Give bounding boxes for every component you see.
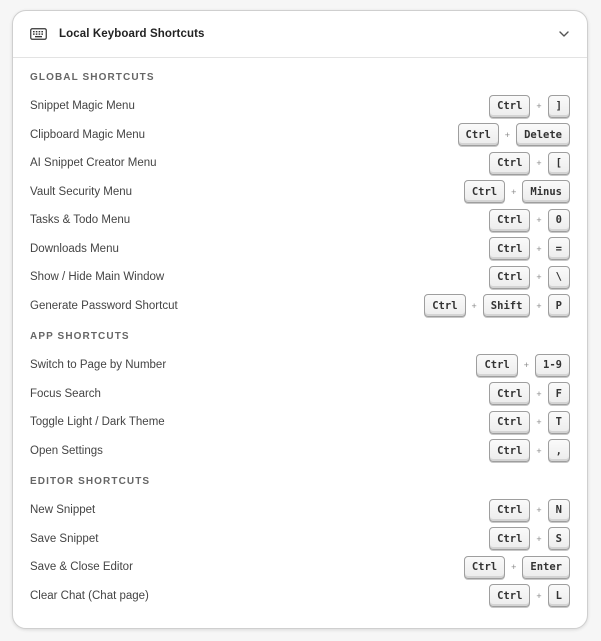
shortcut-label: Clipboard Magic Menu [30, 128, 146, 141]
plus-separator: + [536, 417, 542, 428]
key-cap: Ctrl [476, 354, 517, 377]
key-cap: Ctrl [458, 123, 499, 146]
shortcuts-panel [12, 10, 588, 629]
key-cap: Ctrl [489, 266, 530, 289]
key-combo [489, 152, 570, 175]
plus-separator: + [536, 300, 542, 311]
key-cap: Ctrl [489, 499, 530, 522]
key-cap: Ctrl [489, 527, 530, 550]
shortcut-row [30, 408, 570, 437]
key-combo [489, 439, 570, 462]
shortcut-row [30, 149, 570, 178]
section-title: EDITOR SHORTCUTS [30, 476, 151, 487]
shortcut-row [30, 178, 570, 207]
key-cap: P [548, 294, 570, 317]
key-combo [458, 123, 571, 146]
key-combo [489, 266, 570, 289]
section-title: APP SHORTCUTS [30, 331, 130, 342]
key-combo [489, 411, 570, 434]
plus-separator: + [536, 272, 542, 283]
shortcut-label: Switch to Page by Number [30, 359, 167, 372]
plus-separator: + [536, 590, 542, 601]
shortcut-row [30, 206, 570, 235]
key-combo [489, 382, 570, 405]
key-cap: Ctrl [489, 439, 530, 462]
key-combo [464, 180, 570, 203]
key-cap: ] [548, 95, 570, 118]
key-combo [476, 354, 570, 377]
shortcut-row [30, 263, 570, 292]
key-cap: Ctrl [489, 382, 530, 405]
plus-separator: + [523, 360, 530, 371]
key-cap: Ctrl [464, 180, 505, 203]
shortcut-label: Tasks & Todo Menu [30, 214, 131, 227]
section-app-shortcuts [30, 330, 570, 465]
plus-separator: + [536, 533, 542, 544]
key-cap: Ctrl [424, 294, 465, 317]
key-combo [489, 499, 570, 522]
plus-separator: + [536, 445, 542, 456]
shortcut-list [13, 58, 587, 610]
shortcut-label: Save Snippet [30, 532, 99, 545]
shortcut-row [30, 437, 570, 466]
plus-separator: + [536, 215, 542, 226]
shortcut-label: Clear Chat (Chat page) [30, 589, 149, 602]
shortcut-label: Downloads Menu [30, 242, 119, 255]
plus-separator: + [511, 562, 517, 573]
section-editor-shortcuts [30, 475, 570, 610]
shortcut-row [30, 351, 570, 380]
key-cap: N [548, 499, 570, 522]
key-cap: 0 [548, 209, 570, 232]
panel-header[interactable] [13, 11, 587, 58]
plus-separator: + [471, 300, 477, 311]
shortcut-label: Save & Close Editor [30, 561, 133, 574]
key-cap: Ctrl [464, 556, 505, 579]
shortcut-row [30, 582, 570, 611]
key-cap: F [548, 382, 570, 405]
key-cap: [ [548, 152, 570, 175]
shortcut-label: Snippet Magic Menu [30, 100, 135, 113]
section-title: GLOBAL SHORTCUTS [30, 72, 155, 83]
shortcut-label: Open Settings [30, 444, 103, 457]
shortcut-row [30, 496, 570, 525]
key-cap: Minus [522, 180, 570, 203]
key-cap: Delete [516, 123, 570, 146]
key-combo [464, 556, 570, 579]
shortcut-row [30, 380, 570, 409]
key-cap: Enter [522, 556, 570, 579]
key-cap: Ctrl [489, 237, 530, 260]
key-cap: Ctrl [489, 411, 530, 434]
shortcut-label: Toggle Light / Dark Theme [30, 416, 165, 429]
shortcut-label: Vault Security Menu [30, 185, 133, 198]
key-combo [489, 237, 570, 260]
shortcut-label: AI Snippet Creator Menu [30, 157, 157, 170]
shortcut-row [30, 525, 570, 554]
shortcut-row [30, 121, 570, 150]
shortcut-row [30, 92, 570, 121]
plus-separator: + [536, 158, 542, 169]
key-cap: L [548, 584, 570, 607]
keyboard-icon [30, 27, 47, 41]
shortcut-label: Focus Search [30, 387, 101, 400]
key-combo [489, 209, 570, 232]
shortcut-row [30, 292, 570, 321]
plus-separator: + [511, 186, 517, 197]
shortcut-label: New Snippet [30, 504, 96, 517]
plus-separator: + [536, 101, 542, 112]
key-cap: Ctrl [489, 209, 530, 232]
key-cap: Shift [483, 294, 531, 317]
key-cap: 1-9 [535, 354, 570, 377]
panel-title: Local Keyboard Shortcuts [59, 28, 205, 40]
plus-separator: + [536, 505, 542, 516]
section-global-shortcuts [30, 71, 570, 320]
chevron-down-icon[interactable] [557, 27, 571, 41]
key-combo [489, 95, 570, 118]
key-combo [489, 584, 570, 607]
key-cap: T [548, 411, 570, 434]
shortcut-row [30, 235, 570, 264]
key-cap: , [548, 439, 570, 462]
key-cap: = [548, 237, 570, 260]
key-combo [489, 527, 570, 550]
key-cap: S [548, 527, 570, 550]
key-cap: Ctrl [489, 152, 530, 175]
key-cap: Ctrl [489, 95, 530, 118]
plus-separator: + [536, 243, 542, 254]
key-combo [424, 294, 570, 317]
key-cap: \ [548, 266, 570, 289]
plus-separator: + [536, 388, 542, 399]
shortcut-row [30, 553, 570, 582]
key-cap: Ctrl [489, 584, 530, 607]
shortcut-label: Generate Password Shortcut [30, 299, 178, 312]
shortcut-label: Show / Hide Main Window [30, 271, 165, 284]
plus-separator: + [504, 129, 511, 140]
